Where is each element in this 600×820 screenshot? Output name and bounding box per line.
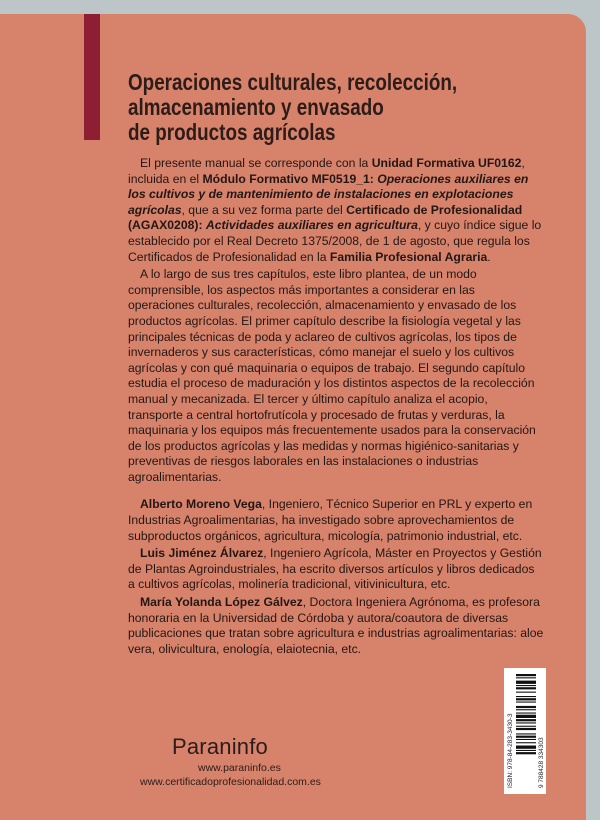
barcode-bar bbox=[516, 722, 536, 723]
book-title bbox=[128, 70, 489, 145]
barcode-bar bbox=[516, 692, 536, 693]
spacer bbox=[128, 487, 544, 497]
barcode-bar bbox=[516, 736, 536, 738]
barcode-bar bbox=[516, 742, 536, 743]
title-line-1: Operaciones culturales, recolección, bbox=[128, 69, 458, 95]
barcode-bar bbox=[516, 702, 536, 703]
barcode-bar bbox=[516, 719, 536, 721]
barcode-bar bbox=[516, 706, 536, 708]
barcode-bar bbox=[516, 715, 536, 718]
intro-text-2: , incluida en el bbox=[128, 156, 525, 186]
author-2 bbox=[128, 546, 544, 593]
barcode-bar bbox=[516, 728, 536, 730]
author-1 bbox=[128, 497, 544, 544]
certificado-url: www.certificadoprofesionalidad.com.es bbox=[140, 776, 321, 788]
author-bio: , Ingeniero, Técnico Superior en PRL y experto en Industrias Agroalimentarias, ha investigado sobre aprovechamientos de subproductos orgánicos, agricultura, micología, patrimonio industrial, etc. bbox=[128, 497, 533, 543]
barcode-bar bbox=[516, 733, 536, 734]
barcode-bar bbox=[516, 750, 536, 751]
unidad-formativa: Unidad Formativa UF0162 bbox=[371, 156, 522, 170]
author-bio: , Doctora Ingeniera Agrónoma, es profesora honoraria en la Universidad de Córdoba y autora/coautora de diversas publicaciones que tratan sobre agricultura e industrias agroalimentarias: aloe vera, olivicultura, enología, elaiotecnia, etc. bbox=[128, 595, 544, 656]
intro-text-4: , y cuyo índice sigue lo establecido por el Real Decreto 1375/2008, de 1 de agosto, que regula los Certificados de Profesionalidad en la bbox=[128, 218, 542, 264]
isbn-text: ISBN: 978-84-283-3430-3 bbox=[507, 713, 514, 788]
barcode-bar bbox=[516, 698, 536, 700]
certificado-name: Actividades auxiliares en agricultura bbox=[205, 218, 418, 233]
book-back-cover bbox=[0, 14, 586, 820]
intro-text-1: El presente manual se corresponde con la bbox=[140, 156, 372, 170]
modulo-name: Operaciones auxiliares en los cultivos y de mantenimiento de instalaciones en explotaciones agrícolas bbox=[128, 171, 529, 217]
barcode-bar bbox=[516, 709, 536, 710]
barcode-bar bbox=[516, 677, 536, 678]
certificado: Certificado de Profesionalidad (AGAX0208): bbox=[128, 202, 523, 233]
description-paragraph: A lo largo de sus tres capítulos, este libro plantea, de un modo comprensible, los aspectos más importantes a considerar en las operaciones culturales, recolección, almacenamiento y envasado de los productos agrícolas. El primer capítulo describe la fisiología vegetal y las principales técnicas de poda y aclareo de cultivos agrícolas, los tipos de invernaderos y sus características, cómo manejar el suelo y los cultivos agrícolas y con qué maquinaria o equipos de trabajo. El segundo capítulo estudia el proceso de maduración y los distintos aspectos de la recolección manual y mecanizada. El tercer y último capítulo analiza el acopio, transporte a central hortofrutícola y procesado de frutas y verduras, la maquinaria y los equipos más frecuentemente usados para la conservación de los productos agrícolas y las medidas y normas higiénico-sanitarias y preventivas de riesgos laborales en las instalaciones o industrias agroalimentarias. bbox=[128, 267, 536, 484]
barcode-bar bbox=[516, 739, 536, 740]
barcode-bar bbox=[516, 752, 536, 754]
accent-band bbox=[84, 14, 100, 140]
cover-text bbox=[128, 156, 544, 659]
barcode-digits: 9 788428 334303 bbox=[538, 737, 545, 788]
author-name: Alberto Moreno Vega bbox=[140, 497, 262, 512]
barcode-bar bbox=[516, 713, 536, 714]
barcode-bar bbox=[516, 687, 536, 689]
author-name: María Yolanda López Gálvez bbox=[140, 595, 303, 610]
familia-profesional: Familia Profesional Agraria bbox=[329, 249, 488, 264]
intro-text-5: . bbox=[487, 249, 491, 264]
author-name: Luis Jiménez Álvarez bbox=[140, 546, 264, 561]
publisher-logo: Paraninfo bbox=[172, 734, 268, 759]
barcode-bar bbox=[516, 685, 536, 686]
barcode-bar bbox=[516, 746, 536, 749]
intro-text-3: , que a su vez forma parte del bbox=[181, 202, 347, 217]
barcode-bars bbox=[516, 674, 536, 754]
intro-paragraph bbox=[128, 156, 544, 265]
title-line-2: almacenamiento y envasado bbox=[128, 94, 384, 120]
author-3 bbox=[128, 595, 544, 657]
barcode-bar bbox=[516, 726, 536, 727]
barcode-bar bbox=[516, 696, 536, 697]
isbn-barcode bbox=[504, 668, 546, 794]
title-line-3: de productos agrícolas bbox=[128, 119, 336, 145]
barcode-bar bbox=[516, 674, 536, 676]
publisher-url: www.paraninfo.es bbox=[198, 762, 281, 774]
barcode-graphic bbox=[504, 668, 546, 794]
barcode-bar bbox=[516, 681, 536, 684]
author-bio: , Ingeniero Agrícola, Máster en Proyectos y Gestión de Plantas Agroindustriales, ha escrito diversos artículos y libros dedicados a cultivos agrícolas, molinería tradicional, vitivinicultura, etc. bbox=[128, 546, 542, 592]
modulo-formativo: Módulo Formativo MF0519_1: bbox=[202, 171, 374, 186]
